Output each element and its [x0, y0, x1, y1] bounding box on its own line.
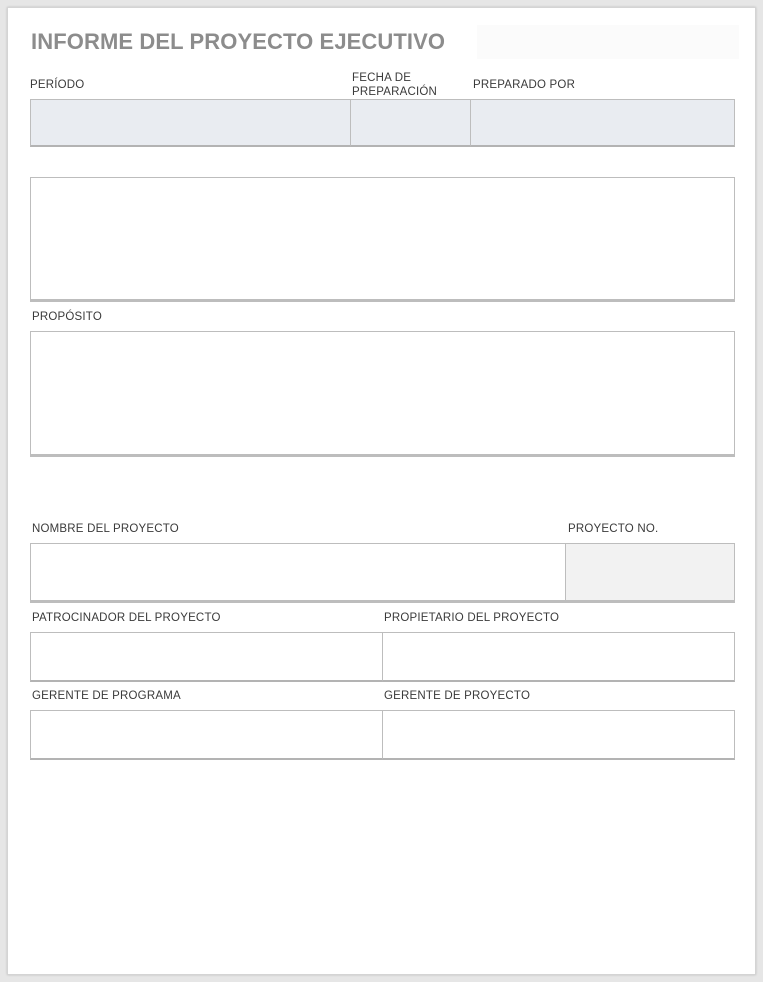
project-owner-field[interactable] — [382, 632, 735, 682]
program-manager-label: GERENTE DE PROGRAMA — [32, 690, 181, 702]
logo-placeholder — [477, 25, 739, 59]
project-sponsor-label: PATROCINADOR DEL PROYECTO — [32, 612, 221, 624]
project-number-label: PROYECTO NO. — [568, 523, 659, 535]
project-owner-label: PROPIETARIO DEL PROYECTO — [384, 612, 560, 624]
preparation-date-label-line2: PREPARACIÓN — [352, 86, 438, 98]
project-number-field[interactable] — [565, 543, 735, 603]
purpose-field[interactable] — [30, 331, 735, 457]
prepared-by-field[interactable] — [470, 99, 735, 147]
purpose-label: PROPÓSITO — [32, 311, 102, 323]
document-page — [7, 7, 756, 975]
period-label: PERÍODO — [30, 79, 85, 91]
prepared-by-label: PREPARADO POR — [473, 79, 576, 91]
program-manager-field[interactable] — [30, 710, 384, 760]
preparation-date-field[interactable] — [350, 99, 472, 147]
period-field[interactable] — [30, 99, 352, 147]
project-manager-field[interactable] — [382, 710, 735, 760]
project-name-label: NOMBRE DEL PROYECTO — [32, 523, 179, 535]
preparation-date-label-line1: FECHA DE — [352, 72, 412, 84]
page-title: INFORME DEL PROYECTO EJECUTIVO — [31, 29, 446, 54]
project-name-field[interactable] — [30, 543, 567, 603]
summary-field[interactable] — [30, 177, 735, 302]
project-manager-label: GERENTE DE PROYECTO — [384, 690, 531, 702]
project-sponsor-field[interactable] — [30, 632, 384, 682]
